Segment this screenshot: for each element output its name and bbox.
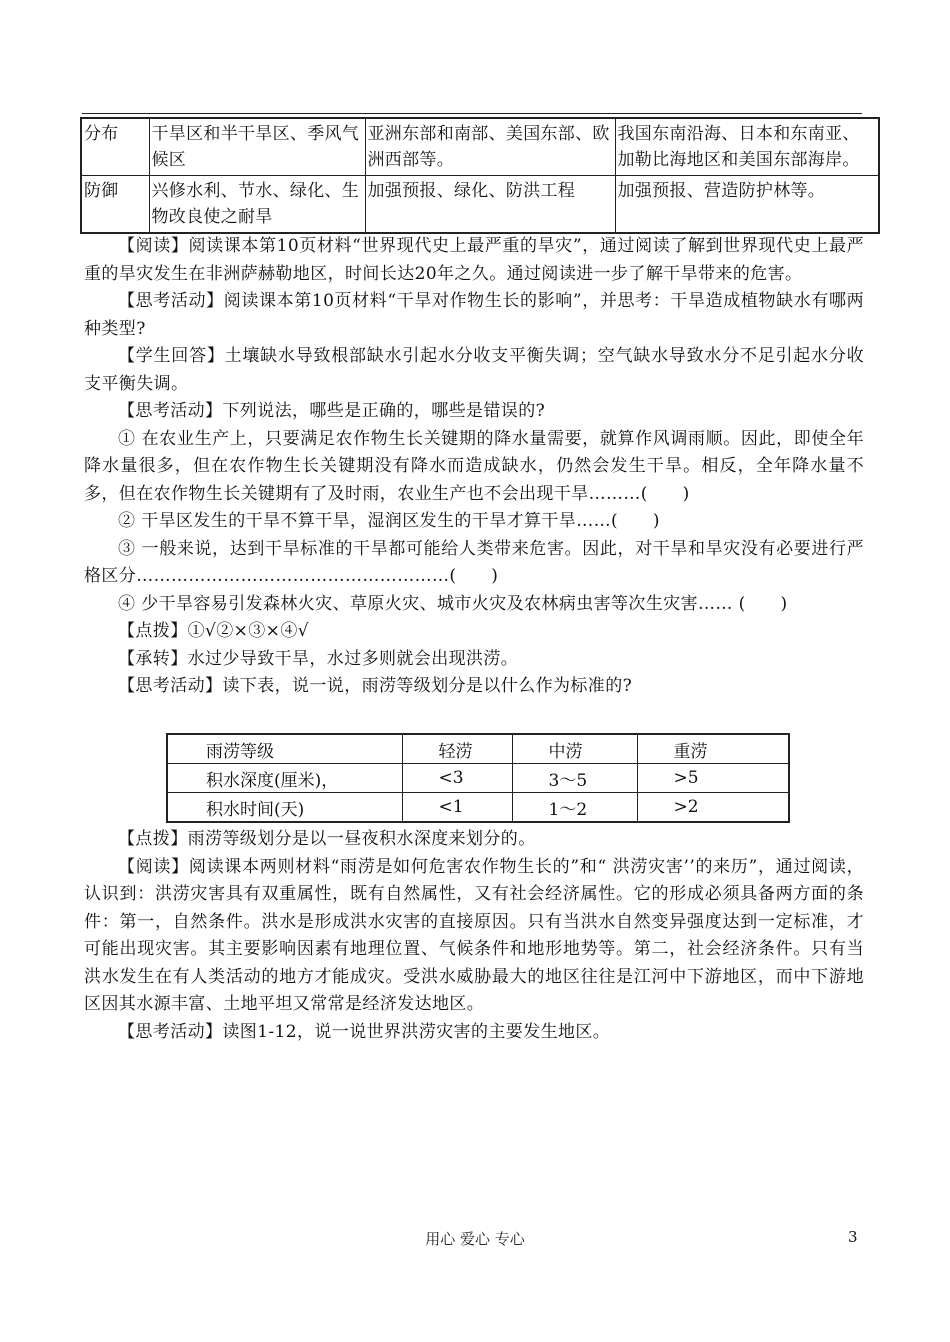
paragraph-hint: 【点拨】雨涝等级划分是以一昼夜积水深度来划分的。	[118, 829, 536, 849]
body-text-section-a	[84, 233, 864, 701]
table-row	[81, 176, 879, 234]
paragraph-hint: 【点拨】①√②×③×④√	[118, 621, 309, 641]
table-header-cell: 中涝	[512, 734, 637, 764]
table-header-cell: 轻涝	[402, 734, 512, 764]
row-label: 分布	[81, 118, 149, 176]
table-cell: <1	[402, 793, 512, 823]
paragraph-think-activity: 【思考活动】阅读课本第10页材料“干旱对作物生长的影响”，并思考：干旱造成植物缺水有哪两种类型?	[84, 291, 864, 339]
paragraph-reading-flood: 【阅读】阅读课本两则材料“雨涝是如何危害农作物生长的”和“ 洪涝灾害’’的来历”，通过阅读，认识到：洪涝灾害具有双重属性，既有自然属性，又有社会经济属性。它的形成必须具备两方面的条件：第一，自然条件。洪水是形成洪水灾害的直接原因。只有当洪水自然变异强度达到一定标准，才可能出现灾害。其主要影响因素有地理位置、气候条件和地形地势等。第二，社会经济条件。只有当洪水发生在有人类活动的地方才能成灾。受洪水威胁最大的地区往往是江河中下游地区，而中下游地区因其水源丰富、土地平坦又常常是经济发达地区。	[84, 856, 864, 1014]
header-rule	[82, 113, 862, 114]
paragraph-think-activity: 【思考活动】读图1-12，说一说世界洪涝灾害的主要发生地区。	[118, 1021, 611, 1042]
disaster-comparison-table	[80, 117, 880, 234]
table-cell: >2	[637, 793, 789, 823]
table-cell: 我国东南沿海、日本和东南亚、加勒比海地区和美国东部海岸。	[615, 118, 879, 176]
page-number: 3	[848, 1228, 858, 1246]
paragraph-statement-1: ① 在农业生产上，只要满足农作物生长关键期的降水量需要，就算作风调雨顺。因此，即使全年降水量很多，但在农作物生长关键期没有降水而造成缺水，仍然会发生干旱。相反，全年降水量不多，但在农作物生长关键期有了及时雨，农业生产也不会出现干旱………( )	[84, 428, 864, 504]
paragraph-student-answer: 【学生回答】土壤缺水导致根部缺水引起水分收支平衡失调；空气缺水导致水分不足引起水分收支平衡失调。	[84, 346, 864, 394]
paragraph-statement-4: ④ 少干旱容易引发森林火灾、草原火灾、城市火灾及农林病虫害等次生灾害…… ( )	[118, 593, 788, 614]
paragraph-think-activity: 【思考活动】下列说法，哪些是正确的，哪些是错误的?	[118, 401, 546, 421]
row-label: 防御	[81, 176, 149, 234]
table-row	[167, 793, 789, 823]
paragraph-think-activity: 【思考活动】读下表，说一说，雨涝等级划分是以什么作为标准的?	[118, 676, 633, 696]
table-cell: >5	[637, 764, 789, 793]
table-header-cell: 雨涝等级	[167, 734, 402, 764]
table-cell: 1～2	[512, 793, 637, 823]
table-cell: <3	[402, 764, 512, 793]
table-row	[167, 764, 789, 793]
table-cell: 积水深度(厘米)，	[167, 764, 402, 793]
paragraph-statement-2: ② 干旱区发生的干旱不算干旱，湿润区发生的干旱才算干旱……( )	[118, 511, 660, 531]
paragraph-statement-3: ③ 一般来说，达到干旱标准的干旱都可能给人类带来危害。因此，对干旱和旱灾没有必要进行严格区分………………………………………………( )	[84, 538, 864, 586]
page-footer: 用心 爱心 专心	[425, 1230, 525, 1248]
flood-grade-table	[166, 733, 790, 823]
paragraph-reading-drought: 【阅读】阅读课本第10页材料“世界现代史上最严重的旱灾”，通过阅读了解到世界现代史上最严重的旱灾发生在非洲萨赫勒地区，时间长达20年之久。通过阅读进一步了解干旱带来的危害。	[84, 236, 864, 284]
table-cell: 加强预报、绿化、防洪工程	[365, 176, 615, 234]
table-row	[81, 118, 879, 176]
table-header-row	[167, 734, 789, 764]
table-cell: 亚洲东部和南部、美国东部、欧洲西部等。	[365, 118, 615, 176]
table-cell: 积水时间(天)	[167, 793, 402, 823]
paragraph-transition: 【承转】水过少导致干旱，水过多则就会出现洪涝。	[118, 648, 519, 669]
table-cell: 加强预报、营造防护林等。	[615, 176, 879, 234]
table-cell: 3～5	[512, 764, 637, 793]
table-header-cell: 重涝	[637, 734, 789, 764]
table-cell: 干旱区和半干旱区、季风气候区	[149, 118, 365, 176]
body-text-section-b	[84, 826, 864, 1046]
table-cell: 兴修水利、节水、绿化、生物改良使之耐旱	[149, 176, 365, 234]
